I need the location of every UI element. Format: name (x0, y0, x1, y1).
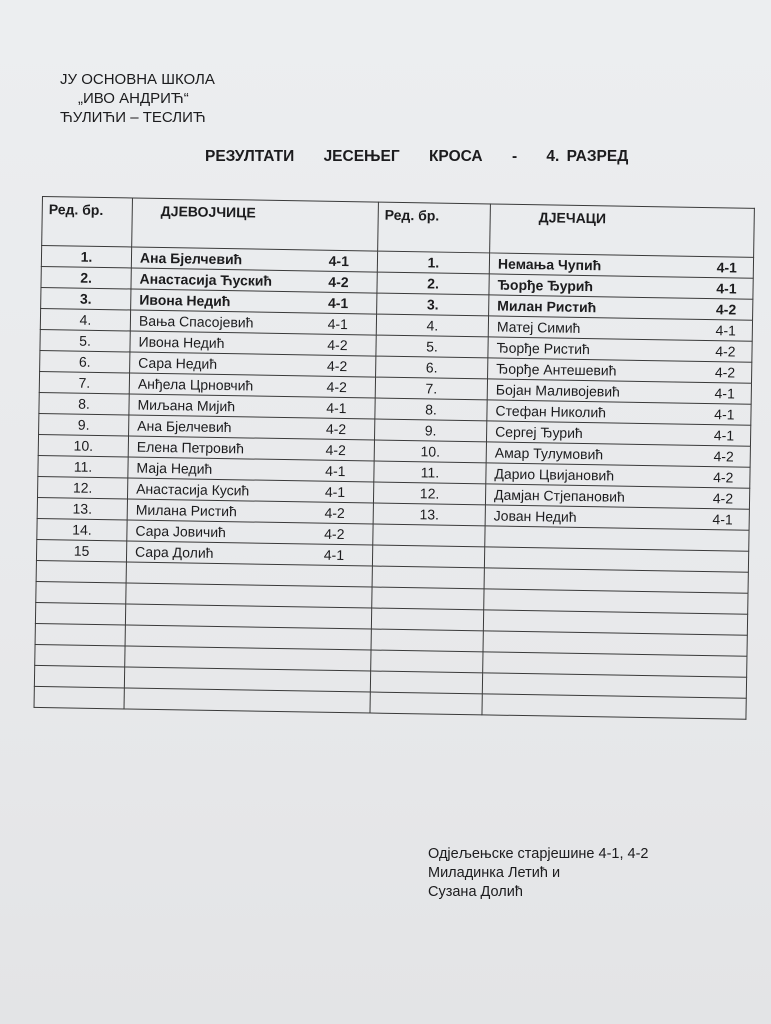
boy-rank (372, 587, 484, 610)
boy-name: Бојан Маливојевић (495, 381, 621, 400)
girl-name: Ана Бјелчевић (137, 417, 232, 436)
boy-rank: 3. (377, 293, 489, 316)
boy-rank (372, 566, 484, 589)
girl-rank: 2. (41, 266, 131, 288)
boy-name: Милан Ристић (497, 297, 597, 316)
boy-entry (482, 694, 746, 719)
boy-rank: 13. (373, 503, 485, 526)
girl-name: Сара Долић (134, 543, 214, 561)
girl-name: Елена Петровић (136, 438, 245, 457)
girl-class: 4-2 (328, 273, 349, 291)
boy-name: Ђорђе Ристић (496, 339, 590, 358)
girl-rank: 7. (39, 371, 129, 393)
boy-rank: 2. (377, 272, 489, 295)
girl-class: 4-1 (325, 462, 346, 480)
girl-rank: 12. (38, 476, 128, 498)
boy-name: Амар Тулумовић (494, 444, 604, 463)
boy-name: Дарио Цвијановић (494, 465, 615, 484)
boy-rank: 8. (375, 398, 487, 421)
boy-name: Ђорђе Антешевић (496, 360, 617, 379)
girl-class: 4-1 (324, 483, 346, 501)
header-num-girls: Ред. бр. (42, 197, 133, 247)
table-body (34, 246, 754, 720)
boy-rank (372, 545, 484, 568)
girl-name: Ивона Недић (138, 333, 225, 352)
boy-class: 4-2 (713, 469, 734, 486)
girl-rank: 11. (38, 455, 128, 477)
boy-rank: 4. (376, 314, 488, 337)
title-part: - (511, 148, 518, 165)
girl-class: 4-2 (327, 336, 348, 354)
girl-rank: 6. (40, 350, 130, 372)
girl-name: Милана Ристић (135, 501, 237, 520)
girl-name: Ивона Недић (139, 291, 231, 310)
boy-class: 4-1 (714, 406, 735, 423)
girl-class: 4-1 (326, 399, 347, 417)
boy-class: 4-1 (716, 259, 738, 276)
school-location: ЋУЛИЋИ – ТЕСЛИЋ (60, 109, 206, 126)
boy-class: 4-1 (715, 322, 736, 339)
boy-rank: 6. (376, 356, 488, 379)
boy-name: Сергеј Ђурић (495, 423, 583, 441)
girl-rank: 15 (36, 539, 126, 561)
girl-rank: 9. (39, 413, 129, 435)
girl-class: 4-2 (326, 357, 348, 375)
boy-class: 4-1 (712, 511, 733, 528)
girl-class: 4-2 (325, 420, 347, 438)
girl-rank: 13. (37, 497, 127, 519)
school-header (60, 70, 215, 127)
girl-name: Миљана Мијић (137, 396, 236, 415)
boy-class: 4-1 (713, 427, 735, 444)
girl-entry (124, 688, 370, 713)
girl-rank (35, 644, 125, 666)
girl-rank: 1. (41, 246, 131, 268)
girl-class: 4-1 (328, 252, 350, 270)
girl-rank (35, 602, 125, 624)
girl-class: 4-1 (323, 546, 345, 564)
girl-rank (35, 623, 125, 645)
boy-rank (373, 524, 485, 547)
girl-name: Сара Недић (138, 354, 218, 372)
girl-class: 4-1 (327, 315, 349, 333)
title-part: 4. РАЗРЕД (546, 148, 629, 165)
title-part: ЈЕСЕЊЕГ (323, 148, 400, 165)
girl-rank: 14. (37, 518, 127, 540)
boy-rank (371, 629, 483, 652)
girl-name: Анастасија Кусић (136, 480, 250, 499)
boy-name: Немања Чупић (497, 255, 602, 274)
girl-rank: 3. (41, 287, 131, 309)
boy-name: Јован Недић (493, 507, 577, 525)
girl-rank: 4. (40, 308, 130, 330)
school-name-line2: „ИВО АНДРИЋ“ (78, 90, 189, 107)
girl-rank: 5. (40, 329, 130, 351)
girl-class: 4-2 (326, 378, 348, 396)
girl-class: 4-2 (324, 525, 345, 543)
girl-name: Анастасија Ћускић (139, 270, 273, 289)
boy-rank (371, 608, 483, 631)
boy-rank: 7. (375, 377, 487, 400)
boy-class: 4-1 (716, 280, 737, 297)
document-title (205, 148, 650, 166)
girl-rank: 8. (39, 392, 129, 414)
boy-name: Ђорђе Ђурић (497, 276, 594, 295)
boy-rank (370, 671, 482, 694)
title-part: КРОСА (428, 148, 483, 165)
girl-name: Ана Бјелчевић (139, 249, 243, 268)
boy-name: Дамјан Стјепановић (493, 486, 625, 505)
girl-name: Анђела Црновчић (137, 375, 254, 394)
header-girls: ДЈЕВОЈЧИЦЕ (132, 198, 379, 251)
girl-rank (34, 686, 124, 708)
girl-class: 4-2 (325, 441, 346, 459)
boy-rank: 9. (374, 419, 486, 442)
signature-name2: Сузана Долић (428, 884, 523, 900)
boy-class: 4-1 (714, 385, 735, 402)
girl-rank (34, 665, 124, 687)
signature-block (428, 845, 649, 902)
results-table-wrapper (34, 196, 754, 720)
boy-name: Стефан Николић (495, 402, 607, 421)
header-num-boys: Ред. бр. (378, 202, 491, 253)
boy-class: 4-2 (712, 490, 734, 507)
signature-name1: Миладинка Летић и (428, 865, 561, 881)
boy-class: 4-2 (715, 343, 736, 360)
boy-rank: 1. (377, 251, 489, 274)
boy-rank: 12. (373, 482, 485, 505)
boy-rank (370, 692, 482, 715)
boy-class: 4-2 (713, 448, 734, 465)
signature-role: Одјељењске старјешине 4-1, 4-2 (428, 846, 649, 862)
girl-name: Сара Јовичић (135, 522, 227, 541)
title-part: РЕЗУЛТАТИ (205, 148, 295, 165)
header-boys: ДЈЕЧАЦИ (490, 204, 755, 257)
girl-rank: 10. (38, 434, 128, 456)
girl-class: 4-1 (327, 294, 349, 312)
boy-rank: 5. (376, 335, 488, 358)
boy-rank: 10. (374, 440, 486, 463)
boy-rank: 11. (374, 461, 486, 484)
girl-class: 4-2 (324, 504, 345, 522)
boy-class: 4-2 (714, 364, 736, 381)
boy-name: Матеј Симић (496, 318, 581, 336)
girl-name: Маја Недић (136, 459, 213, 477)
boy-class: 4-2 (715, 301, 737, 318)
boy-rank (371, 650, 483, 673)
girl-rank (36, 581, 126, 603)
results-table (34, 196, 755, 720)
school-name-line1: ЈУ ОСНОВНА ШКОЛА (60, 71, 215, 88)
girl-name: Вања Спасојевић (138, 312, 254, 331)
girl-rank (36, 560, 126, 582)
